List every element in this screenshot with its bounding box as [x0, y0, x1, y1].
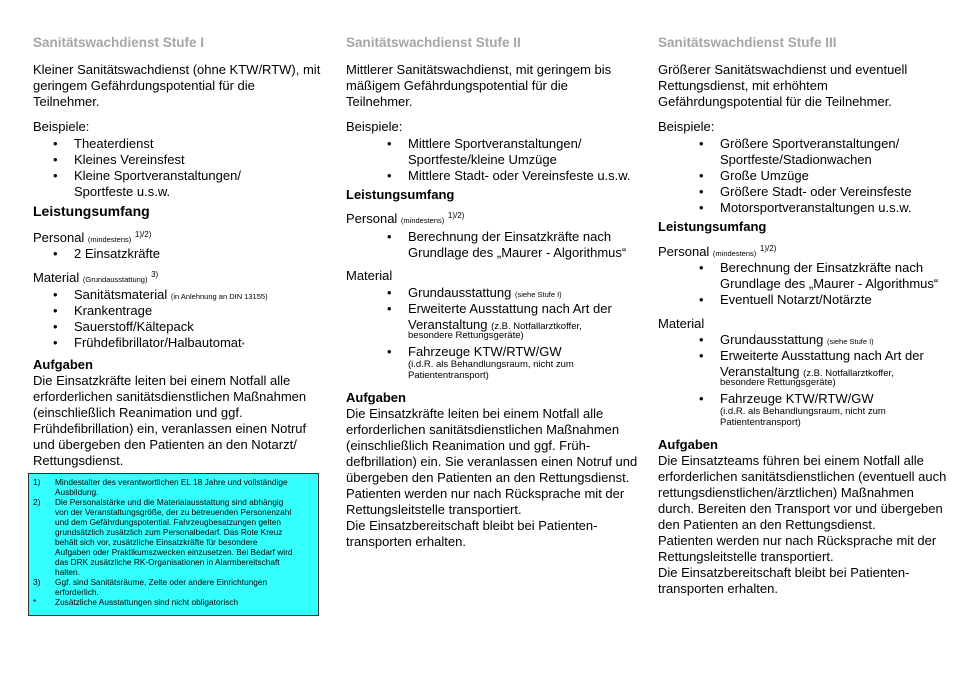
- personal-item: • Eventuell Notarzt/Notärzte: [720, 292, 872, 308]
- footnote-line: Ggf. sind Sanitätsräume, Zelte oder andere Einrichtungen: [55, 577, 268, 587]
- personal-item: • Berechnung der Einsatzkräfte nach: [720, 260, 923, 276]
- tasks-heading: Aufgaben: [346, 390, 406, 405]
- personal-item-continued: Grundlage des „Maurer - Algorithmus“: [408, 245, 627, 260]
- footnote-2: [33, 497, 314, 577]
- tasks-line: Rettungsdienst.: [33, 453, 124, 468]
- personal-label: Personal (mindestens) $^{1)/2)}$: [658, 244, 777, 259]
- tasks-line: transporten erhalten.: [346, 534, 466, 549]
- material-item: • Erweiterte Ausstattung nach Art der: [408, 301, 612, 317]
- column-title: Sanitätswachdienst Stufe III: [658, 35, 837, 50]
- personal-item-continued: Grundlage des „Maurer - Algorithmus“: [720, 276, 939, 291]
- column-title: Sanitätswachdienst Stufe II: [346, 35, 521, 50]
- footnote-line: und dem Gefährdungspotential. Fahrzeugbesatzungen gelten: [55, 517, 282, 527]
- intro-line: Rettungsdienst, mit erhöhtem: [658, 78, 828, 93]
- example-item: • Größere Stadt- oder Vereinsfeste: [720, 184, 911, 200]
- example-item: • Kleines Vereinsfest: [74, 152, 185, 168]
- material-item: • Grundausstattung (siehe Stufe I): [720, 332, 874, 350]
- intro-line: Teilnehmer.: [33, 94, 100, 109]
- tasks-line: übergeben den Patienten an den Rettungsdienst.: [346, 470, 630, 485]
- example-item: • Größere Sportveranstaltungen/: [720, 136, 899, 152]
- material-item: • Krankentrage: [74, 303, 152, 319]
- material-item-continued: Patiententransport): [720, 417, 801, 428]
- personal-label: Personal (mindestens) $^{1)/2)}$: [346, 211, 465, 226]
- tasks-line: Die Einsatzteams führen bei einem Notfall alle: [658, 453, 924, 468]
- intro-line: Teilnehmer.: [346, 94, 413, 109]
- example-item-continued: Sportfeste/Stadionwachen: [720, 152, 872, 167]
- footnote-number: *: [33, 597, 37, 607]
- material-item: • Grundausstattung (siehe Stufe I): [408, 285, 562, 303]
- material-item-continued: Veranstaltung (z.B. Notfallarztkoffer,: [408, 317, 582, 332]
- material-item-continued: besondere Rettungsgeräte): [408, 330, 524, 341]
- column-title: Sanitätswachdienst Stufe I: [33, 35, 205, 50]
- material-item: • Erweiterte Ausstattung nach Art der: [720, 348, 924, 364]
- tasks-line: rettungsdienstlichen/ärztlichen) Maßnahmen: [658, 485, 914, 500]
- tasks-line: (einschließlich Reanimation und ggf.: [33, 405, 243, 420]
- material-item-continued: (i.d.R. als Behandlungsraum, nicht zum: [720, 406, 886, 417]
- examples-label: Beispiele:: [33, 119, 90, 134]
- footnote-star: [33, 597, 314, 607]
- material-item: • Fahrzeuge KTW/RTW/GW: [720, 391, 874, 407]
- tasks-line: Die Einsatzbereitschaft bleibt bei Patienten-: [658, 565, 910, 580]
- footnote-number: 2): [33, 497, 41, 507]
- material-item: • Frühdefibrillator/Halbautomat*: [74, 335, 245, 353]
- tasks-heading: Aufgaben: [658, 437, 718, 452]
- example-item: • Theaterdienst: [74, 136, 154, 152]
- footnote-line: Aufgaben oder Praktikumszwecken einzusetzen. Bei Bedarf wird: [55, 547, 293, 557]
- footnote-number: 3): [33, 577, 41, 587]
- scope-heading: Leistungsumfang: [658, 219, 767, 234]
- tasks-line: transporten erhalten.: [658, 581, 778, 596]
- tasks-line: defbrillation) ein. Sie veranlassen einen Notruf und: [346, 454, 638, 469]
- tasks-heading: Aufgaben: [33, 357, 93, 372]
- tasks-line: Rettungsleitstelle transportiert.: [346, 502, 522, 517]
- example-item: • Große Umzüge: [720, 168, 809, 184]
- examples-label: Beispiele:: [346, 119, 403, 134]
- intro-line: Gefährdungspotential für die Teilnehmer.: [658, 94, 892, 109]
- example-item: • Motorsportveranstaltungen u.s.w.: [720, 200, 912, 216]
- footnote-line: Die Personalstärke und die Materialausstattung sind abhängig: [55, 497, 284, 507]
- intro-line: Mittlerer Sanitätswachdienst, mit geringem bis: [346, 62, 612, 77]
- tasks-line: durch. Bereiten den Transport vor und übergeben: [658, 501, 943, 516]
- tasks-line: Die Einsatzbereitschaft bleibt bei Patienten-: [346, 518, 598, 533]
- footnotes-box: [28, 473, 319, 616]
- tasks-line: erforderlichen sanitätsdienstlichen (eventuell auch: [658, 469, 947, 484]
- tasks-line: Patienten werden nur nach Rücksprache mit der: [658, 533, 937, 548]
- footnote-line: Mindestalter des verantwortlichen EL 18 Jahre und vollständige: [55, 477, 288, 487]
- material-label: Material: [346, 268, 393, 283]
- intro-line: Kleiner Sanitätswachdienst (ohne KTW/RTW), mit: [33, 62, 321, 77]
- tasks-line: und übergeben den Patienten an den Notarzt/: [33, 437, 297, 452]
- footnote-line: erforderlich.: [55, 587, 99, 597]
- example-item: • Mittlere Sportveranstaltungen/: [408, 136, 581, 152]
- material-label: Material: [658, 316, 705, 331]
- footnote-line: halten.: [55, 567, 80, 577]
- material-item-continued: (i.d.R. als Behandlungsraum, nicht zum: [408, 359, 574, 370]
- material-item: • Fahrzeuge KTW/RTW/GW: [408, 344, 562, 360]
- example-item: • Mittlere Stadt- oder Vereinsfeste u.s.w.: [408, 168, 631, 184]
- examples-label: Beispiele:: [658, 119, 715, 134]
- intro-line: mäßigem Gefährdungspotential für die: [346, 78, 568, 93]
- tasks-line: erforderlichen sanitätsdienstlichen Maßnahmen: [346, 422, 620, 437]
- tasks-line: Patienten werden nur nach Rücksprache mit der: [346, 486, 625, 501]
- tasks-line: Frühdefibrillation) ein, veranlassen einen Notruf: [33, 421, 307, 436]
- tasks-line: Die Einsatzkräfte leiten bei einem Notfall alle: [33, 373, 291, 388]
- footnote-line: Zusätzliche Ausstattungen sind nicht obligatorisch: [55, 597, 239, 607]
- footnote-line: Ausbildung.: [55, 487, 99, 497]
- footnote-line: das DRK zusätzliche RK-Organisationen in Alarmbereitschaft: [55, 557, 280, 567]
- footnote-line: grundsätzlich zusätzlich zum Personalbedarf. Das Rote Kreuz: [55, 527, 283, 537]
- material-item: • Sauerstoff/Kältepack: [74, 319, 194, 335]
- material-item-continued: Patiententransport): [408, 370, 489, 381]
- personal-label: Personal (mindestens) $^{1)/2)}$: [33, 230, 152, 245]
- footnote-line: von der Veranstaltungsgröße, der zu betreuenden Personenzahl: [55, 507, 292, 517]
- tasks-line: Rettungsleitstelle transportiert.: [658, 549, 834, 564]
- footnote-1: [33, 477, 314, 497]
- material-item-continued: Veranstaltung (z.B. Notfallarztkoffer,: [720, 364, 894, 379]
- scope-heading: Leistungsumfang: [346, 187, 455, 202]
- intro-line: geringem Gefährdungspotential für die: [33, 78, 255, 93]
- example-item: • Kleine Sportveranstaltungen/: [74, 168, 241, 184]
- tasks-line: Die Einsatzkräfte leiten bei einem Notfall alle: [346, 406, 604, 421]
- tasks-line: den Patienten an den Rettungsdienst.: [658, 517, 876, 532]
- intro-line: Größerer Sanitätswachdienst und eventuell: [658, 62, 908, 77]
- personal-item: • 2 Einsatzkräfte: [74, 246, 160, 262]
- footnote-line: behält sich vor, zusätzliche Einsatzkräfte für besondere: [55, 537, 258, 547]
- scope-heading: Leistungsumfang: [33, 203, 150, 219]
- tasks-line: erforderlichen sanitätsdienstlichen Maßnahmen: [33, 389, 307, 404]
- tasks-line: (einschließlich Reanimation und ggf. Früh-: [346, 438, 591, 453]
- material-label: Material (Grundausstattung) $^{3)}$: [33, 270, 159, 285]
- example-item-continued: Sportfeste/kleine Umzüge: [408, 152, 557, 167]
- personal-item: • Berechnung der Einsatzkräfte nach: [408, 229, 611, 245]
- example-item-continued: Sportfeste u.s.w.: [74, 184, 171, 199]
- footnote-3: [33, 577, 314, 597]
- material-item: • Sanitätsmaterial (in Anlehnung an DIN 13155): [74, 287, 268, 305]
- footnote-number: 1): [33, 477, 41, 487]
- material-item-continued: besondere Rettungsgeräte): [720, 377, 836, 388]
